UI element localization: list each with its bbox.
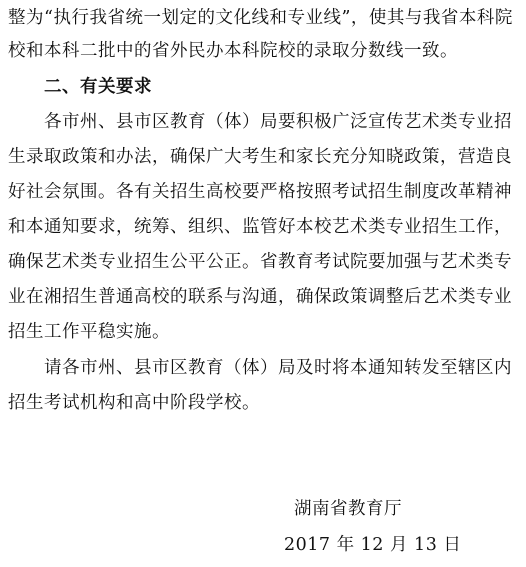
requirements-line-4: 和本通知要求，统筹、组织、监管好本校艺术类专业招生工作， bbox=[8, 217, 512, 237]
requirements-line-3: 好社会氛围。各有关招生高校要严格按照考试招生制度改革精神 bbox=[8, 182, 512, 202]
requirements-line-2: 生录取政策和办法，确保广大考生和家长充分知晓政策，营造良 bbox=[8, 147, 512, 167]
intro-line-1: 整为“执行我省统一划定的文化线和专业线”，使其与我省本科院 bbox=[8, 8, 513, 28]
requirements-line-7: 招生工作平稳实施。 bbox=[8, 322, 170, 342]
requirements-line-5: 确保艺术类专业招生公平公正。省教育考试院要加强与艺术类专 bbox=[8, 252, 512, 272]
issuing-organization: 湖南省教育厅 bbox=[294, 499, 402, 519]
forwarding-line-2: 招生考试机构和高中阶段学校。 bbox=[8, 393, 260, 413]
forwarding-line-1: 请各市州、县市区教育（体）局及时将本通知转发至辖区内 bbox=[44, 358, 512, 378]
section-heading: 二、有关要求 bbox=[44, 77, 152, 97]
issue-date: 2017 年 12 月 13 日 bbox=[284, 535, 462, 555]
requirements-line-6: 业在湘招生普通高校的联系与沟通，确保政策调整后艺术类专业 bbox=[8, 287, 512, 307]
intro-line-2: 校和本科二批中的省外民办本科院校的录取分数线一致。 bbox=[8, 41, 458, 61]
requirements-line-1: 各市州、县市区教育（体）局要积极广泛宣传艺术类专业招 bbox=[44, 112, 512, 132]
